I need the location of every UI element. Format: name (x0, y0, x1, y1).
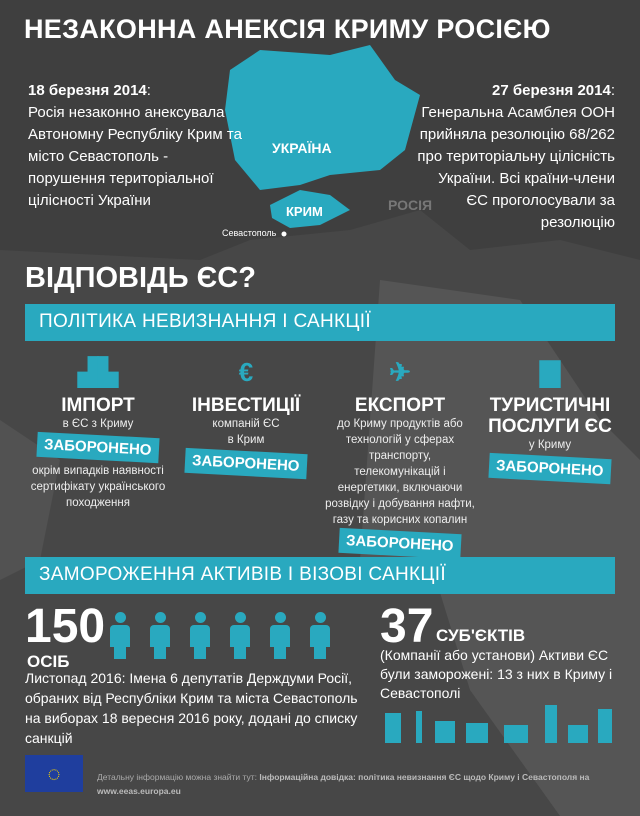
annexation-note: 18 березня 2014: Росія незаконно анексувала Автономну Республіку Крим та місто Севастополь - порушення територіальної цілісності України (28, 82, 242, 209)
banned-badge: ЗАБОРОНЕНО (489, 453, 612, 484)
column-title: ЕКСПОРТ (354, 395, 446, 416)
person-icon (150, 612, 170, 660)
suitcase-icon: ▇ (540, 356, 560, 387)
column-subtitle: до Криму продуктів або технологій у сферах транспорту, телекомунікацій і енергетики, включаючи розвідку і добування нафти, газу та корисних копалин (325, 418, 475, 526)
person-icon (230, 612, 250, 660)
import-column (28, 355, 168, 511)
ship-icon: ▟▙ (78, 356, 118, 387)
entities-text: (Компанії або установи) Активи ЄС були заморожені: 13 з них в Криму і Севастополі (380, 647, 613, 701)
person-icon (190, 612, 210, 660)
column-title: ІМПОРТ (61, 395, 135, 416)
map-label-crimea: КРИМ (286, 204, 323, 219)
persons-text: Листопад 2016: Імена 6 депутатів Держдуми Росії, обраних від Республіки Крим та міста Севастополь на виборах 18 вересня 2016 року, додані до списку санкцій (25, 670, 358, 746)
column-title: ІНВЕСТИЦІЇ (191, 395, 301, 416)
column-title: ТУРИСТИЧНІ ПОСЛУГИ ЄС (488, 395, 612, 437)
entities-unit: СУБ'ЄКТІВ (436, 626, 526, 645)
eu-flag-logo: ◌ (25, 755, 83, 792)
banned-badge: ЗАБОРОНЕНО (185, 448, 308, 479)
column-note: окрім випадків наявності сертифікату українського походження (30, 465, 166, 509)
eu-response-heading: ВІДПОВІДЬ ЄС? (25, 262, 256, 294)
euro-icon: € (238, 356, 254, 387)
date: 27 березня 2014 (492, 82, 611, 99)
person-icon (110, 612, 130, 660)
persons-count: 150 (25, 600, 106, 653)
banned-badge: ЗАБОРОНЕНО (37, 432, 160, 463)
footer-info (97, 770, 637, 798)
column-subtitle: у Криму (528, 439, 572, 451)
map-label-ukraine: УКРАЇНА (272, 140, 332, 156)
persons-unit: ОСІБ (27, 652, 70, 671)
eeas-url-link[interactable]: www.eeas.europa.eu (97, 786, 181, 796)
export-column (325, 355, 475, 559)
column-subtitle: в ЄС з Криму (62, 418, 134, 430)
map-label-sevastopol: Севастополь (222, 228, 277, 238)
banned-badge: ЗАБОРОНЕНО (339, 528, 462, 559)
resolution-note: 27 березня 2014: Генеральна Асамблея ООН прийняла резолюцію 68/262 про територіальну цілісність України. Всі країни-члени ЄС проголосували за резолюцію (417, 82, 615, 231)
map-label-russia: РОСІЯ (388, 197, 433, 213)
investment-column (180, 355, 312, 479)
person-icon (310, 612, 330, 660)
asset-freeze-banner: ЗАМОРОЖЕННЯ АКТИВІВ І ВІЗОВІ САНКЦІЇ (25, 557, 615, 594)
sanctions-banner: ПОЛІТИКА НЕВИЗНАННЯ І САНКЦІЇ (25, 304, 615, 341)
resolution-text: Генеральна Асамблея ООН прийняла резолюцію 68/262 про територіальну цілісність України. Всі країни-члени ЄС проголосували за резолюцію (417, 104, 615, 231)
person-icon (270, 612, 290, 660)
annexation-text: Росія незаконно анексувала Автономну Республіку Крим та місто Севастополь - порушення територіальної цілісності України (28, 104, 242, 209)
footer-prefix: Детальну інформацію можна знайти тут: (97, 772, 258, 782)
plane-icon: ✈ (389, 356, 411, 387)
info-link[interactable]: Інформаційна довідка: політика невизнання ЄС щодо Криму і Севастополя на (259, 772, 590, 782)
page-title: НЕЗАКОННА АНЕКСІЯ КРИМУ РОСІЄЮ (24, 14, 551, 44)
tourism-column (485, 355, 615, 484)
entities-count: 37 (380, 600, 434, 653)
column-subtitle: компаній ЄС в Крим (212, 418, 280, 446)
date: 18 березня 2014 (28, 82, 147, 99)
